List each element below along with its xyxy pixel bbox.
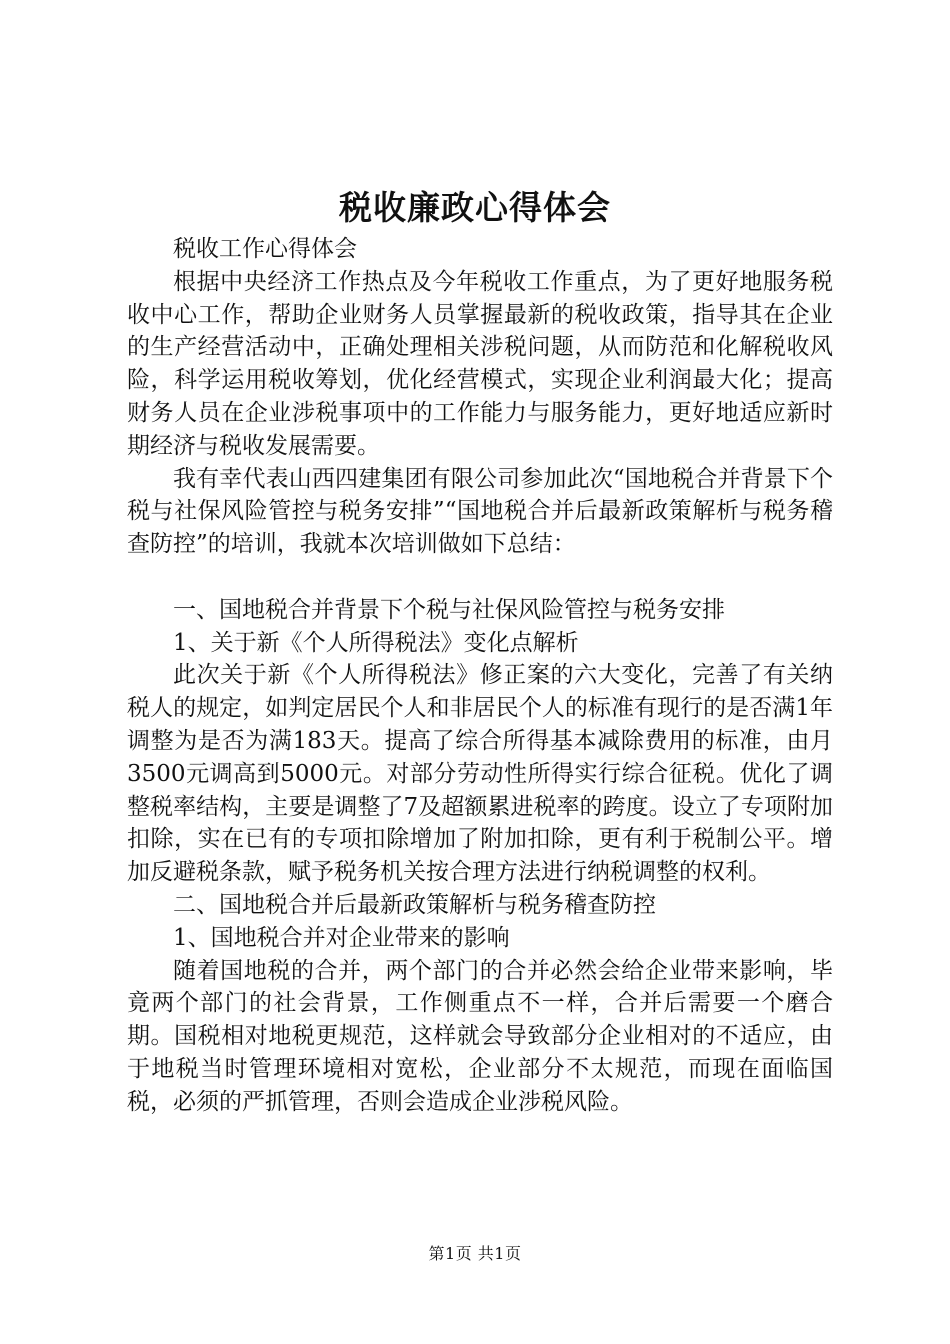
- page-footer: 第1页 共1页: [428, 1244, 522, 1263]
- body-paragraph: 我有幸代表山西四建集团有限公司参加此次“国地税合并背景下个税与社保风险管控与税务安排”“国地税合并后最新政策解析与税务稽查防控”的培训，我就本次培训做如下总结：: [127, 465, 833, 558]
- body-paragraph-subtitle: 税收工作心得体会: [173, 236, 357, 262]
- subsection-heading: 1、国地税合并对企业带来的影响: [173, 924, 510, 951]
- section-heading: 一、国地税合并背景下个税与社保风险管控与税务安排: [173, 596, 725, 623]
- body-paragraph: 根据中央经济工作热点及今年税收工作重点，为了更好地服务税收中心工作，帮助企业财务人员掌握最新的税收政策，指导其在企业的生产经营活动中，正确处理相关涉税问题，从而防范和化解税收风险，科学运用税收筹划，优化经营模式，实现企业利润最大化；提高财务人员在企业涉税事项中的工作能力与服务能力，更好地适应新时期经济与税收发展需要。: [127, 268, 833, 459]
- document-title: 税收廉政心得体会: [339, 188, 611, 227]
- section-heading: 二、国地税合并后最新政策解析与税务稽查防控: [173, 891, 656, 918]
- body-paragraph: 此次关于新《个人所得税法》修正案的六大变化，完善了有关纳税人的规定，如判定居民个人和非居民个人的标准有现行的是否满1年调整为是否为满183天。提高了综合所得基本减除费用的标准，由月3500元调高到5000元。对部分劳动性所得实行综合征税。优化了调整税率结构，主要是调整了7及超额累进税率的跨度。设立了专项附加扣除，实在已有的专项扣除增加了附加扣除，更有利于税制公平。增加反避税条款，赋予税务机关按合理方法进行纳税调整的权利。: [127, 662, 833, 886]
- body-paragraph: 随着国地税的合并，两个部门的合并必然会给企业带来影响，毕竟两个部门的社会背景，工作侧重点不一样，合并后需要一个磨合期。国税相对地税更规范，这样就会导致部分企业相对的不适应，由于地税当时管理环境相对宽松，企业部分不太规范，而现在面临国税，必须的严抓管理，否则会造成企业涉税风险。: [127, 957, 833, 1115]
- subsection-heading: 1、关于新《个人所得税法》变化点解析: [173, 629, 579, 656]
- document-body: [127, 233, 833, 1119]
- blank-line: [127, 561, 833, 594]
